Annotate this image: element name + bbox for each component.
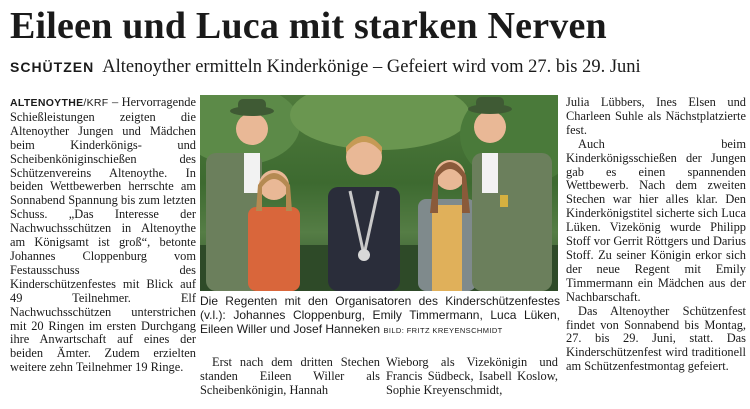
- photo-illustration: [200, 95, 558, 291]
- foliage-blob: [290, 95, 470, 150]
- article-column-1: [10, 96, 196, 375]
- author-tag: /KRF: [83, 97, 109, 109]
- article-column-2a: [200, 356, 380, 398]
- caption-text: Die Regenten mit den Organisatoren des Kinderschützenfestes (v.l.): Johannes Cloppenburg, Emily Timmermann, Luca Lüken, Eileen Willer und Josef Hanneken: [200, 294, 560, 336]
- article-photo: [200, 95, 558, 291]
- photo-caption: [200, 294, 560, 338]
- person-luca-lueken: [328, 136, 400, 291]
- subheadline-text: Altenoyther ermitteln Kinderkönige – Gefeiert wird vom 27. bis 29. Juni: [102, 57, 641, 77]
- article-paragraph: Julia Lübbers, Ines Elsen und Charleen Suhle als Nächstplatzierte fest.: [566, 95, 746, 137]
- section-tag: SCHÜTZEN: [10, 59, 95, 75]
- photo-credit: BILD: FRITZ KREYENSCHMIDT: [383, 326, 503, 335]
- dateline: ALTENOYTHE: [10, 97, 84, 109]
- headline: Eileen und Luca mit starken Nerven: [10, 5, 607, 47]
- article-paragraph: Wieborg als Vizekönigin und Francis Südbeck, Isabell Koslow, Sophie Kreyenschmidt,: [386, 355, 558, 397]
- subheadline: [10, 56, 745, 78]
- person-eileen-willer: [418, 160, 476, 291]
- article-column-3: [566, 96, 746, 374]
- article-paragraph: Das Altenoyther Schützenfest findet von Sonnabend bis Montag, 27. bis 29. Juni, statt. Das Kinderschützenfest wird traditionell am Schützenfestmontag gefeiert.: [566, 303, 746, 374]
- article-paragraph-lead: [10, 96, 196, 375]
- article-paragraph: Auch beim Kinderkönigsschießen der Jungen gab es einen spannenden Wettbewerb. Nach dem zweiten Stechen war hier alles klar. Den Kinderkönigstitel sicherte sich Luca Lüken. Vizekönig wurde Philipp Stoff vor Gerrit Röttgers und Darius Stoff. Zu seiner Königin erkor sich der neue Regent mit Emily Timmermann ein Mädchen aus der Nachbarschaft.: [566, 136, 746, 304]
- lead-text: – Hervorragende Schießleistungen zeigten die Altenoyther Jungen und Mädchen beim Kinderkönigs- und Scheibenköniginschießen des Schützenvereins Altenoythe. In beiden Wettbewerben herrschte am Sonnabend Spannung bis zum letzten Schuss. „Das Interesse der Nachwuchsschützen in Altenoythe am Königsamt ist groß“, betonte Johannes Cloppenburg vom Festausschuss des Kinderschützenfestes mit Blick auf 49 Teilnehmer. Elf Nachwuchsschützen unterstrichen mit 20 Ringen im ersten Durchgang ihre Anwartschaft auf eines der beiden Ämter. Zudem erzielten weitere zehn Teilnehmer 19 Ringe.: [10, 95, 196, 375]
- article-paragraph: Erst nach dem dritten Stechen standen Eileen Willer als Scheibenkönigin, Hannah: [200, 355, 380, 397]
- article-column-2b: [386, 356, 558, 398]
